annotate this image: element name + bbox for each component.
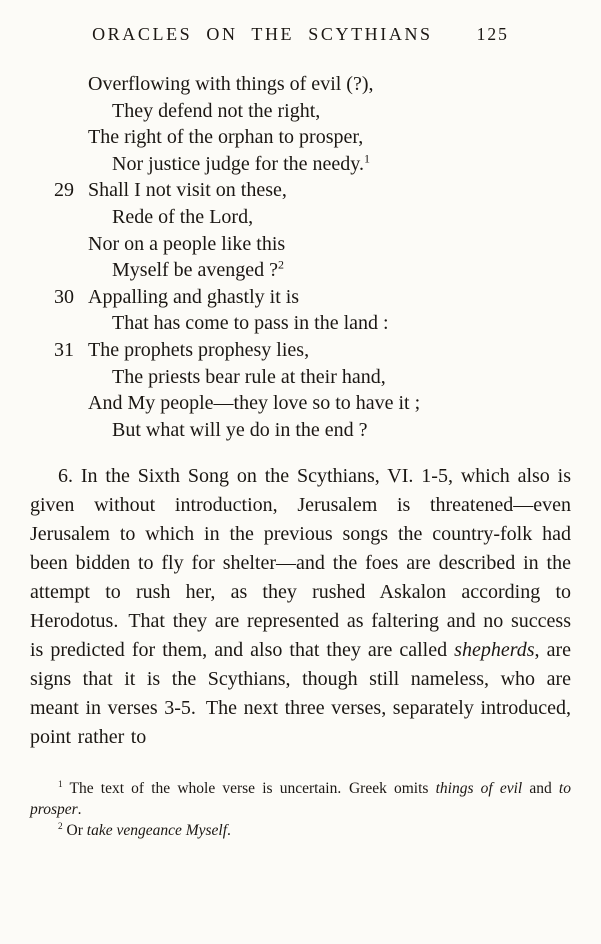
text-run: 6. In the Sixth Song on the Scythians, VI. 1-5, which also is given without introduction, Jerusalem is threatened—even Jerusalem to which in the previous songs the country-folk had been bidden to fly for shelter—and the foes are described in the attempt to rush her, as they rushed Askalon according to Herodotus. That they are represented as faltering and no success is predicted for them, and also that they are called xyxy=(30,465,571,662)
verse-text: Appalling and ghastly it is xyxy=(88,285,300,308)
verse-number: 31 xyxy=(54,338,74,361)
footnote-marker: 1 xyxy=(58,780,63,791)
footnote xyxy=(30,820,571,841)
text-run: Or xyxy=(66,822,87,840)
italic-run: things of evil xyxy=(435,780,523,798)
verse-text: That has come to pass in the land : xyxy=(112,312,389,335)
verse-text: Overflowing with things of evil (?), xyxy=(88,73,374,95)
verse-text: They defend not the right, xyxy=(112,99,321,122)
verse-text: Myself be avenged ? xyxy=(112,259,279,282)
text-run: The text of the whole verse is uncertain. Greek omits xyxy=(69,780,436,798)
italic-run: to prosper xyxy=(30,780,571,819)
verse-text: The right of the orphan to prosper, xyxy=(88,126,364,149)
verse-text: Nor on a people like this xyxy=(88,232,286,255)
text-run: and xyxy=(522,780,559,798)
verse-line xyxy=(30,98,571,125)
verse-line xyxy=(30,364,571,391)
footnote-reference: 2 xyxy=(278,257,285,272)
verse-line xyxy=(30,177,571,204)
verse-line xyxy=(30,284,571,311)
italic-run: take vengeance Myself xyxy=(86,822,228,840)
verse-number: 29 xyxy=(54,179,74,202)
verse-line xyxy=(30,204,571,231)
verse-line xyxy=(30,310,571,337)
footnote xyxy=(30,778,571,820)
verse-text: The priests bear rule at their hand, xyxy=(112,365,386,388)
running-title: ORACLES ON THE SCYTHIANS xyxy=(92,24,433,44)
verse-block xyxy=(30,71,571,443)
verse-line xyxy=(30,124,571,151)
verse-line xyxy=(30,231,571,258)
verse-text: But what will ye do in the end ? xyxy=(112,418,368,441)
verse-number: 30 xyxy=(54,285,74,308)
verse-text: Shall I not visit on these, xyxy=(88,179,287,202)
text-run: . xyxy=(77,801,82,819)
verse-line xyxy=(30,337,571,364)
verse-line xyxy=(30,71,571,98)
text-run: , are signs that it is the Scythians, though still nameless, who are meant in verses 3-5. The next three verses, separately introduced, point rather to xyxy=(30,639,572,749)
footnotes xyxy=(30,778,571,841)
verse-line xyxy=(30,257,571,284)
page-header xyxy=(30,24,571,45)
footnote-reference: 1 xyxy=(363,151,370,166)
verse-line xyxy=(30,417,571,444)
page-number: 125 xyxy=(476,24,509,44)
prose-paragraph xyxy=(30,462,571,752)
verse-text: Nor justice judge for the needy. xyxy=(112,152,364,175)
verse-line xyxy=(30,390,571,417)
verse-line xyxy=(30,151,571,178)
italic-run: shepherds xyxy=(454,639,535,662)
text-run: . xyxy=(227,822,231,840)
verse-text: The prophets prophesy lies, xyxy=(88,338,310,361)
verse-text: And My people—they love so to have it ; xyxy=(88,392,421,415)
verse-text: Rede of the Lord, xyxy=(112,205,254,228)
footnote-marker: 2 xyxy=(58,822,63,833)
